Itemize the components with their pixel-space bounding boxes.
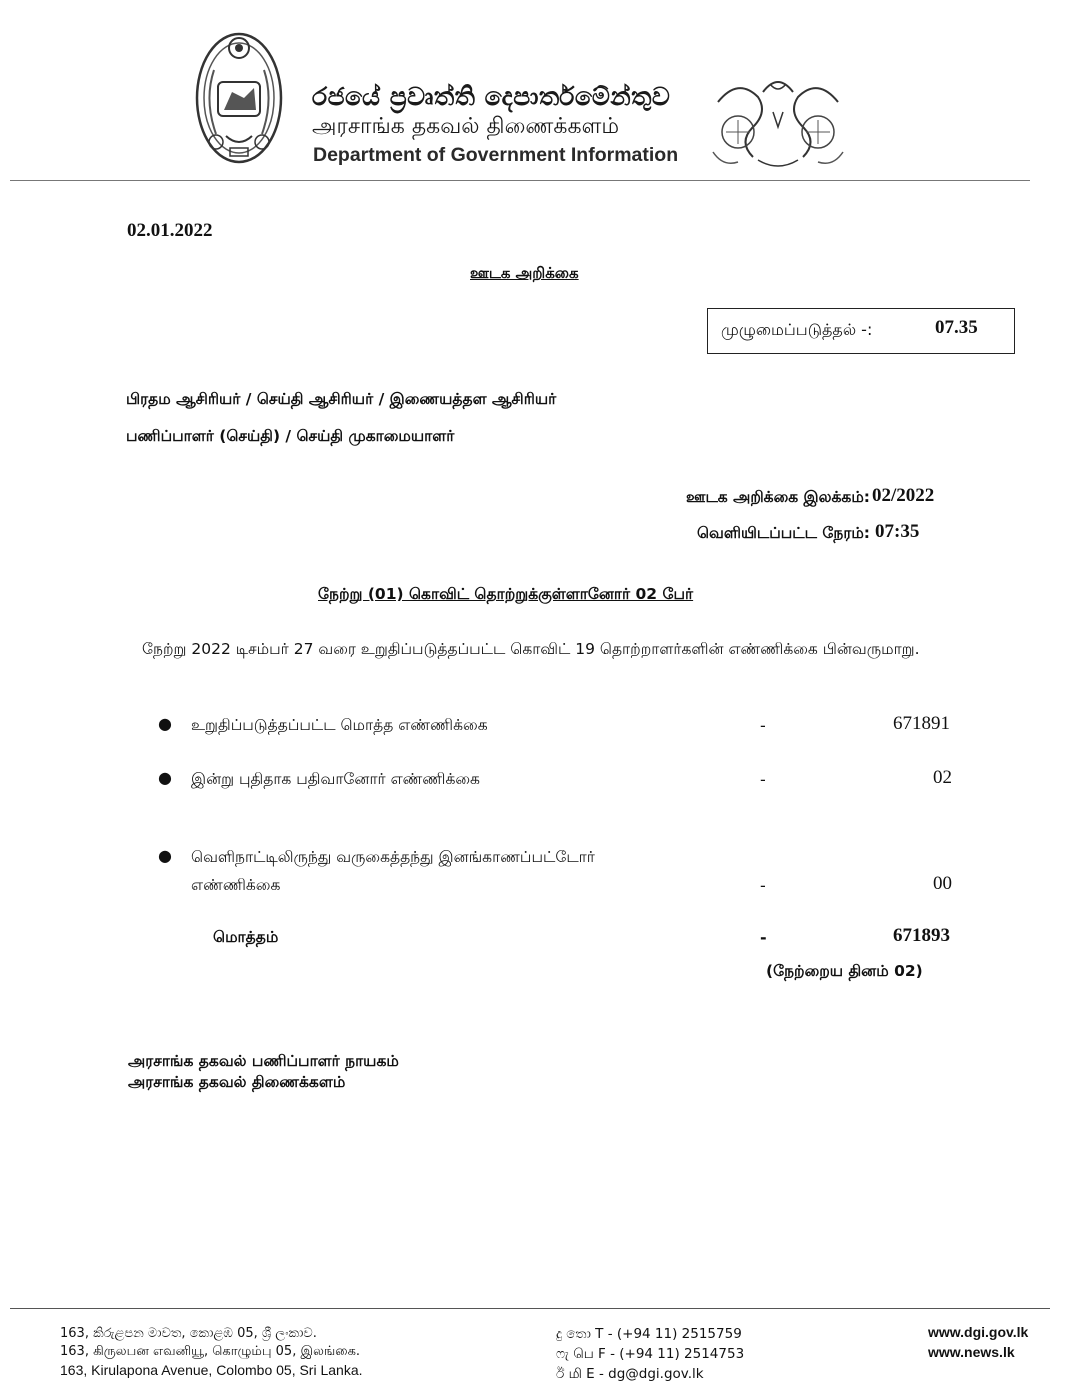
release-number-label: ஊடக அறிக்கை இலக்கம்: [685, 488, 870, 506]
footer-address-tamil: 163, கிருலபன எவனியூ, கொழும்பு 05, இலங்கை. [60, 1344, 361, 1359]
total-dash: - [760, 928, 767, 947]
item-label-line-2: எண்ணிக்கை [191, 876, 281, 894]
swan-ornament-icon [708, 72, 848, 172]
item-label: இன்று புதிதாக பதிவானோர் எண்ணிக்கை [191, 770, 480, 788]
footer-website-link[interactable]: www.dgi.gov.lk [928, 1324, 1029, 1340]
document-date: 02.01.2022 [127, 220, 213, 241]
header-tamil-title: அரசாங்க தகவல் திணைக்களம் [312, 114, 620, 139]
release-time-value: 07:35 [875, 521, 920, 542]
footer-phone: දු තො T - (+94 11) 2515759 [556, 1326, 742, 1342]
header-sinhala-title: රජයේ ප්‍රවෘත්ති දෙපාර්තමේන්තුව [312, 82, 671, 111]
intro-paragraph: நேற்று 2022 டிசம்பர் 27 வரை உறுதிப்படுத்தப்பட்ட கொவிட் 19 தொற்றாளர்களின் எண்ணிக்கை பின்வருமாறு. [142, 640, 920, 658]
update-value: 07.35 [935, 317, 978, 338]
footer-address-english: 163, Kirulapona Avenue, Colombo 05, Sri Lanka. [60, 1362, 363, 1378]
footer-email: ඊ மி E - dg@dgi.gov.lk [556, 1366, 704, 1382]
sri-lanka-emblem-icon [194, 30, 284, 166]
addressees-line-2: பணிப்பாளர் (செய்தி) / செய்தி முகாமையாளர் [126, 427, 455, 445]
footer-divider [10, 1308, 1050, 1309]
footer-address-sinhala: 163, කිරුළපන මාවත, කොළඹ 05, ශ්‍රී ලංකාව. [60, 1326, 317, 1341]
item-dash: - [760, 770, 766, 789]
update-label: முழுமைப்படுத்தல் -: [721, 320, 873, 339]
document-title: ஊடக அறிக்கை [470, 264, 579, 282]
signature-line-2: அரசாங்க தகவல் திணைக்களம் [128, 1073, 346, 1091]
headline: நேற்று (01) கொவிட் தொற்றுக்குள்ளானோர் 02 பேர் [318, 585, 694, 603]
total-value: 671893 [893, 925, 950, 946]
header-divider [10, 180, 1030, 181]
yesterday-note: (நேற்றைய தினம் 02) [766, 962, 923, 980]
footer-fax: ෆැ பெ F - (+94 11) 2514753 [556, 1346, 745, 1362]
release-time-label: வெளியிடப்பட்ட நேரம்: [696, 524, 870, 542]
total-label: மொத்தம் [213, 928, 279, 946]
item-value: 00 [933, 873, 952, 894]
footer-news-link[interactable]: www.news.lk [928, 1344, 1015, 1360]
item-dash: - [760, 876, 766, 895]
item-label-line-1: வெளிநாட்டிலிருந்து வருகைத்தந்து இனங்காணப்பட்டோர் [191, 848, 595, 866]
bullet-icon: ● [158, 768, 172, 787]
item-label: உறுதிப்படுத்தப்பட்ட மொத்த எண்ணிக்கை [191, 716, 488, 734]
item-value: 02 [933, 767, 952, 788]
item-value: 671891 [893, 713, 950, 734]
bullet-icon: ● [158, 714, 172, 733]
item-dash: - [760, 716, 766, 735]
header-english-title: Department of Government Information [313, 144, 679, 166]
signature-line-1: அரசாங்க தகவல் பணிப்பாளர் நாயகம் [128, 1052, 399, 1070]
bullet-icon: ● [158, 846, 172, 865]
addressees-line-1: பிரதம ஆசிரியர் / செய்தி ஆசிரியர் / இணையத்தள ஆசிரியர் [126, 390, 557, 408]
release-number-value: 02/2022 [872, 485, 935, 506]
